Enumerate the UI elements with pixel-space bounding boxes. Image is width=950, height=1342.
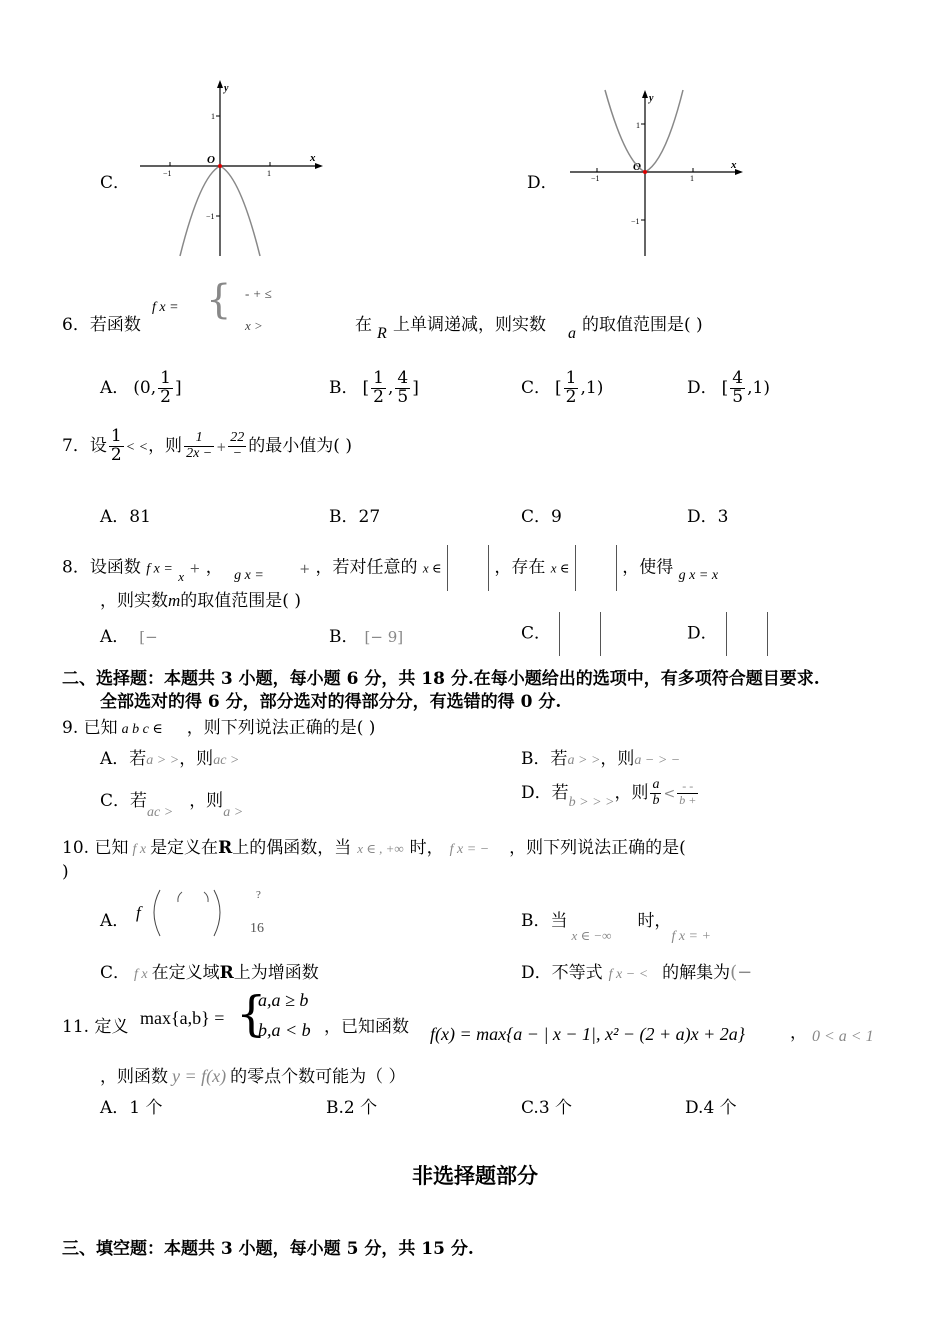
q8-interval-2 — [575, 545, 617, 591]
q6-stem: 6．若函数 — [62, 315, 141, 335]
q10-stem-line1: 10. 已知 f x 是定义在R上的偶函数，当 x ∈ , +∞ 时， f x = − ，则下列说法正确的是( — [62, 838, 686, 858]
section2-instructions: 全部选对的得 6 分，部分选对的得部分分，有选错的得 0 分. — [100, 692, 562, 712]
q6-option-c: C． [ $\frac{1}{2}$ ,1) — [521, 368, 604, 407]
q8-option-d: D． — [687, 612, 768, 656]
q7-option-b: B．27 — [329, 507, 381, 527]
q10-option-a: A． — [100, 911, 130, 931]
q8-stem-line2: ，则实数m的取值范围是( ) — [100, 591, 301, 611]
q11-text1: ，已知函数 — [324, 1017, 409, 1037]
section2-heading: 二、选择题：本题共 3 小题，每小题 6 分，共 18 分.在每小题给出的选项中，有多项符合题目要求. — [62, 669, 820, 689]
graph-d-x-label: x — [731, 159, 737, 171]
q6-piece1: - + ≤ — [245, 286, 272, 301]
graph-d-origin: O — [633, 161, 641, 173]
graph-d-y-label: y — [649, 93, 654, 104]
q11-brace: { — [236, 986, 267, 1042]
q7-stem: 7．设 $\frac{1}{2}$ < <，则 $\frac{1}{2x -}$ + 22 − 的最小值为( ) — [62, 426, 352, 465]
q6-text-in: 在 — [355, 315, 372, 335]
q6-function: f x = — [152, 300, 179, 315]
q11-option-c: C.3 个 — [521, 1098, 573, 1118]
q10-option-a-expression — [132, 884, 272, 942]
q11-range: 0 < a < 1 — [812, 1028, 874, 1045]
graph-d-upward-parabola — [565, 86, 745, 258]
q8-interval-1 — [447, 545, 489, 591]
q11-case2: b,a < b — [258, 1020, 311, 1040]
q6-text-end: 的取值范围是( ) — [582, 315, 703, 335]
graph-c-ytick-neg1: −1 — [206, 212, 215, 221]
q8-option-b: B． [− 9] — [329, 627, 404, 647]
svg-text:f: f — [136, 903, 141, 922]
graph-d-curve — [605, 90, 683, 172]
option-c-label: C． — [100, 173, 131, 193]
q11-stem-line2: ，则函数 y = f(x) 的零点个数可能为（ ） — [100, 1066, 406, 1087]
svg-text:?: ? — [256, 889, 261, 901]
part2-title: 非选择题部分 — [412, 1163, 538, 1188]
q6-option-a: A． (0, $\frac{1}{2}$ ] — [100, 368, 182, 407]
graph-c-tick-neg1: −1 — [163, 169, 172, 178]
q6-piece2: x > — [245, 318, 263, 333]
q11-function: f(x) = max{a − | x − 1|, x² − (2 + a)x + 2a} — [430, 1024, 745, 1044]
graph-c-y-label: y — [224, 83, 229, 94]
q7-option-c: C．9 — [521, 507, 562, 527]
graph-c-x-label: x — [310, 152, 316, 164]
q6-text-tail: 上单调递减，则实数 — [393, 315, 546, 335]
q10-option-b: B．当$_{x \in -\infty}$时，$_{f x = +}$ — [521, 911, 711, 944]
q9-option-d: D．若$_{b > > >}$，则 $\frac{a}{b}$ < - - b + — [521, 777, 697, 810]
graph-d-ytick-neg1: −1 — [631, 217, 640, 226]
q11-option-d: D.4 个 — [685, 1098, 737, 1118]
q10-option-c: C． f x 在定义域R上为增函数 — [100, 963, 319, 983]
q8-option-a: A． [− — [100, 627, 158, 647]
graph-c-tick-1: 1 — [267, 169, 271, 178]
option-d-label: D． — [527, 173, 558, 193]
graph-d-tick-1: 1 — [690, 174, 694, 183]
q11-max-def: max{a,b} = — [140, 1008, 225, 1028]
q9-option-a: A．若a > >，则ac > — [100, 749, 240, 769]
q6-a: a — [568, 325, 576, 342]
q11-comma: ， — [790, 1023, 807, 1043]
q6-brace: { — [206, 277, 232, 323]
q11-number: 11. 定义 — [62, 1017, 129, 1037]
q10-option-d: D．不等式 f x − < 的解集为(− — [521, 962, 753, 983]
q11-case1: a,a ≥ b — [258, 990, 309, 1010]
q6-option-b: B． [ $\frac{1}{2}$ , $\frac{4}{5}$ ] — [329, 368, 419, 407]
graph-c-origin: O — [207, 154, 215, 166]
section3-heading: 三、填空题：本题共 3 小题，每小题 5 分，共 15 分. — [62, 1239, 474, 1259]
graph-d-ytick-1: 1 — [636, 121, 640, 130]
q11-option-a: A．1 个 — [100, 1098, 163, 1118]
graph-c-downward-parabola — [135, 78, 325, 260]
graph-d-tick-neg1: −1 — [591, 174, 600, 183]
graph-c-ytick-1: 1 — [211, 112, 215, 121]
q11-option-b: B.2 个 — [326, 1098, 378, 1118]
q8-stem-line1: 8．设函数 f x = $_x$ + ， $_{g x =}$ + ，若对任意的 x ∈ ，存在 x ∈ ，使得 $_{g x = x}$ — [62, 545, 718, 591]
q7-option-d: D．3 — [687, 507, 729, 527]
q9-option-b: B．若a > >，则a − > − — [521, 749, 681, 769]
q6-R: R — [377, 325, 387, 342]
q9-option-c: C．若$_{ac >}$，则$_{a >}$ — [100, 791, 244, 820]
q6-option-d: D． [ $\frac{4}{5}$ ,1) — [687, 368, 770, 407]
q8-option-c: C． — [521, 612, 601, 656]
q10-stem-line2: ) — [62, 862, 69, 882]
svg-text:16: 16 — [250, 921, 264, 936]
q9-stem: 9. 已知 a b c ∈ ，则下列说法正确的是( ) — [62, 718, 376, 738]
q7-option-a: A．81 — [100, 507, 151, 527]
